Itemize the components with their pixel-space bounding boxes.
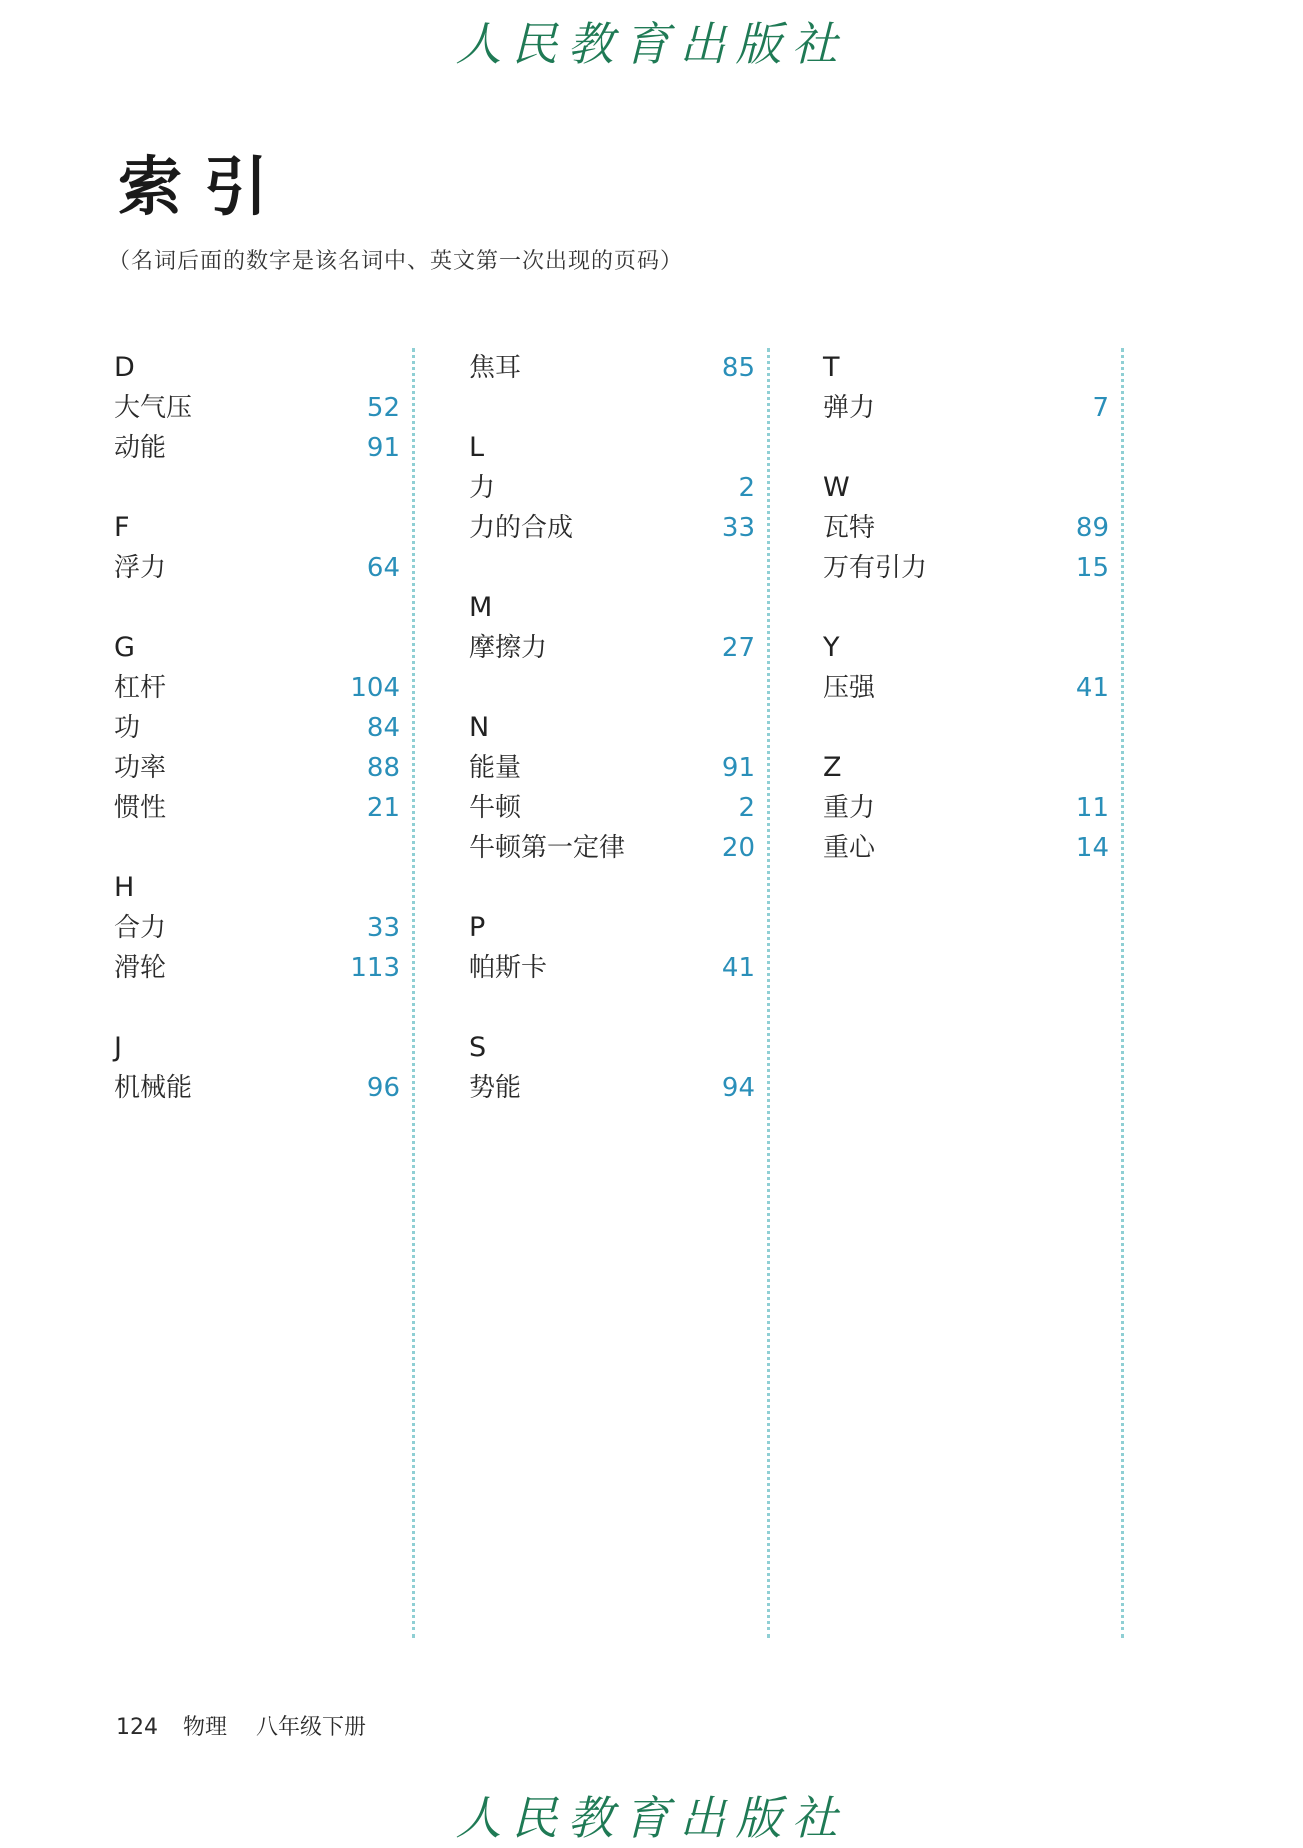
index-entry — [114, 1068, 412, 1108]
section-letter: H — [114, 872, 135, 903]
index-page-number: 88 — [366, 753, 400, 783]
section-spacer — [469, 548, 767, 588]
index-page-number: 94 — [721, 1073, 755, 1103]
index-term: 力的合成 — [469, 513, 574, 543]
index-term: 重力 — [823, 793, 876, 823]
index-entry — [469, 828, 767, 868]
section-letter: J — [114, 1032, 122, 1063]
index-entry — [114, 908, 412, 948]
index-page-number: 2 — [738, 793, 755, 823]
section-spacer — [823, 588, 1121, 628]
index-page-number: 113 — [350, 953, 400, 983]
index-page-number: 41 — [721, 953, 755, 983]
index-page-number: 89 — [1075, 513, 1109, 543]
index-entry — [469, 468, 767, 508]
page-footer — [116, 1710, 366, 1741]
section-letter: Z — [823, 752, 842, 783]
index-entry — [823, 548, 1121, 588]
index-page-number: 52 — [366, 393, 400, 423]
index-page-number: 7 — [1092, 393, 1109, 423]
index-term: 摩擦力 — [469, 633, 548, 663]
index-term: 浮力 — [114, 553, 167, 583]
index-column-3 — [823, 348, 1124, 1638]
section-spacer — [469, 988, 767, 1028]
section-spacer — [469, 668, 767, 708]
index-term: 合力 — [114, 913, 167, 943]
index-entry — [823, 668, 1121, 708]
index-term: 重心 — [823, 833, 876, 863]
section-letter: F — [114, 512, 130, 543]
section-letter: N — [469, 712, 490, 743]
index-entry — [114, 668, 412, 708]
index-term: 万有引力 — [823, 553, 928, 583]
index-entry — [114, 548, 412, 588]
index-term: 瓦特 — [823, 513, 876, 543]
index-term: 功率 — [114, 753, 167, 783]
footer-grade: 八年级下册 — [256, 1715, 367, 1740]
index-page-number: 2 — [738, 473, 755, 503]
publisher-footer: 人民教育出版社 — [455, 1791, 848, 1845]
index-page-number: 91 — [366, 433, 400, 463]
section-letter: P — [469, 912, 486, 943]
section-spacer — [114, 828, 412, 868]
index-entry — [823, 508, 1121, 548]
index-page-number: 104 — [350, 673, 400, 703]
index-page-number: 33 — [721, 513, 755, 543]
index-entry — [469, 788, 767, 828]
index-page-number: 96 — [366, 1073, 400, 1103]
publisher-header: 人民教育出版社 — [455, 17, 848, 71]
section-letter: L — [469, 432, 485, 463]
index-entry — [469, 508, 767, 548]
index-term: 牛顿 — [469, 793, 522, 823]
section-letter: G — [114, 632, 135, 663]
section-letter: T — [823, 352, 840, 383]
index-entry — [114, 428, 412, 468]
index-page-number: 14 — [1075, 833, 1109, 863]
index-page-number: 15 — [1075, 553, 1109, 583]
index-term: 帕斯卡 — [469, 953, 548, 983]
index-entry — [114, 948, 412, 988]
section-spacer — [114, 588, 412, 628]
index-entry — [469, 948, 767, 988]
index-term: 压强 — [823, 673, 876, 703]
footer-subject: 物理 — [183, 1715, 228, 1740]
index-entry — [823, 388, 1121, 428]
index-column-2 — [469, 348, 770, 1638]
section-spacer — [114, 988, 412, 1028]
section-spacer — [823, 708, 1121, 748]
index-page-number: 27 — [721, 633, 755, 663]
section-letter: W — [823, 472, 850, 503]
index-term: 焦耳 — [469, 353, 522, 383]
index-page-number: 20 — [721, 833, 755, 863]
index-page-number: 84 — [366, 713, 400, 743]
section-spacer — [469, 388, 767, 428]
section-letter: S — [469, 1032, 487, 1063]
index-note: （名词后面的数字是该名词中、英文第一次出现的页码） — [108, 249, 684, 274]
index-term: 牛顿第一定律 — [469, 833, 626, 863]
index-entry — [114, 388, 412, 428]
index-term: 机械能 — [114, 1073, 193, 1103]
index-entry — [469, 348, 767, 388]
index-term: 滑轮 — [114, 953, 167, 983]
index-page-number: 64 — [366, 553, 400, 583]
page-title: 索引 — [118, 150, 290, 225]
section-spacer — [469, 868, 767, 908]
index-term: 力 — [469, 473, 496, 503]
index-page-number: 91 — [721, 753, 755, 783]
index-term: 势能 — [469, 1073, 522, 1103]
index-entry — [114, 788, 412, 828]
index-entry — [823, 788, 1121, 828]
section-letter: D — [114, 352, 135, 383]
index-page-number: 33 — [366, 913, 400, 943]
index-column-1 — [114, 348, 415, 1638]
index-entry — [469, 748, 767, 788]
section-letter: Y — [823, 632, 840, 663]
index-page-number: 21 — [366, 793, 400, 823]
index-term: 弹力 — [823, 393, 876, 423]
index-term: 能量 — [469, 753, 522, 783]
index-entry — [469, 628, 767, 668]
index-term: 动能 — [114, 433, 167, 463]
index-entry — [114, 748, 412, 788]
index-page-number: 11 — [1075, 793, 1109, 823]
section-letter: M — [469, 592, 493, 623]
index-term: 杠杆 — [114, 673, 167, 703]
index-entry — [469, 1068, 767, 1108]
index-term: 功 — [114, 713, 141, 743]
footer-page-number: 124 — [116, 1715, 158, 1740]
index-page-number: 85 — [721, 353, 755, 383]
index-page-number: 41 — [1075, 673, 1109, 703]
index-term: 大气压 — [114, 393, 193, 423]
index-entry — [823, 828, 1121, 868]
section-spacer — [114, 468, 412, 508]
index-entry — [114, 708, 412, 748]
index-term: 惯性 — [114, 793, 167, 823]
section-spacer — [823, 428, 1121, 468]
